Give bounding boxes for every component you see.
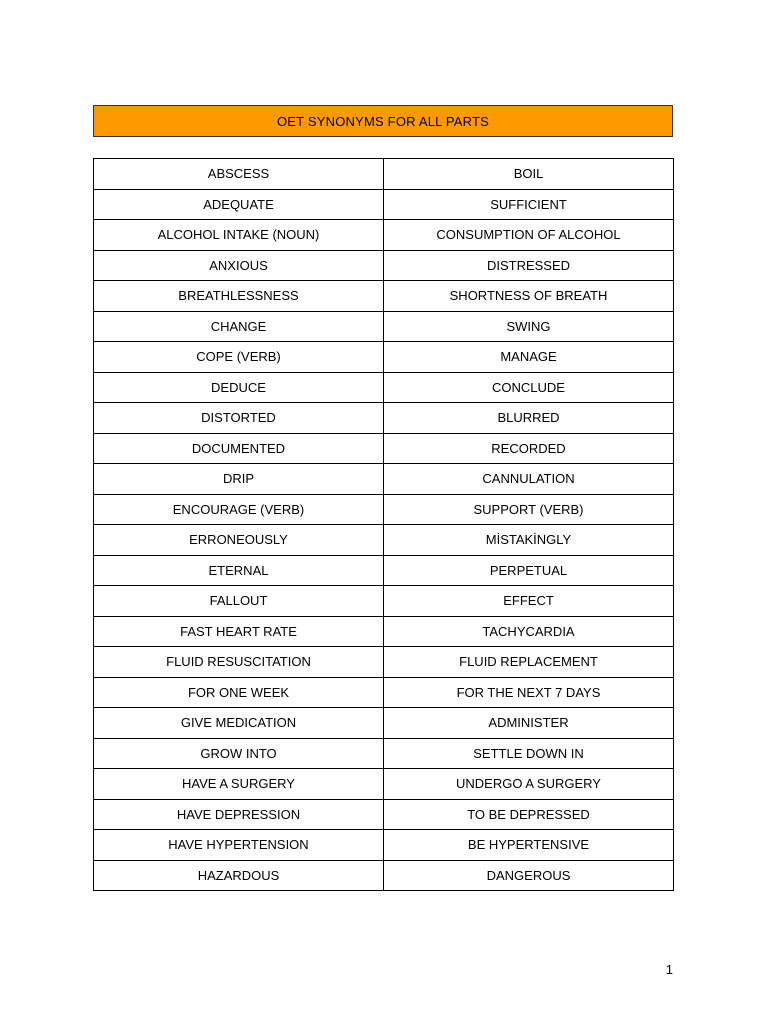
table-row xyxy=(94,738,674,769)
term-cell: GROW INTO xyxy=(94,738,384,769)
term-cell: FAST HEART RATE xyxy=(94,616,384,647)
table-row xyxy=(94,708,674,739)
term-cell: BREATHLESSNESS xyxy=(94,281,384,312)
synonym-cell: DISTRESSED xyxy=(384,250,674,281)
table-row xyxy=(94,464,674,495)
synonym-cell: BLURRED xyxy=(384,403,674,434)
table-row xyxy=(94,677,674,708)
synonym-cell: FLUID REPLACEMENT xyxy=(384,647,674,678)
page-number: 1 xyxy=(665,962,673,977)
table-row xyxy=(94,769,674,800)
synonym-cell: SUPPORT (VERB) xyxy=(384,494,674,525)
table-row xyxy=(94,372,674,403)
table-row xyxy=(94,189,674,220)
synonym-cell: SUFFICIENT xyxy=(384,189,674,220)
synonym-cell: BOIL xyxy=(384,159,674,190)
synonym-cell: TACHYCARDIA xyxy=(384,616,674,647)
table-row xyxy=(94,220,674,251)
synonym-cell: CONCLUDE xyxy=(384,372,674,403)
table-row xyxy=(94,525,674,556)
synonym-cell: DANGEROUS xyxy=(384,860,674,891)
synonym-cell: CONSUMPTION OF ALCOHOL xyxy=(384,220,674,251)
term-cell: FOR ONE WEEK xyxy=(94,677,384,708)
table-row xyxy=(94,311,674,342)
table-row xyxy=(94,647,674,678)
term-cell: DRIP xyxy=(94,464,384,495)
term-cell: COPE (VERB) xyxy=(94,342,384,373)
term-cell: ETERNAL xyxy=(94,555,384,586)
term-cell: ENCOURAGE (VERB) xyxy=(94,494,384,525)
synonyms-table xyxy=(93,158,674,891)
table-row xyxy=(94,616,674,647)
synonym-cell: ADMINISTER xyxy=(384,708,674,739)
term-cell: DEDUCE xyxy=(94,372,384,403)
term-cell: HAZARDOUS xyxy=(94,860,384,891)
synonym-cell: BE HYPERTENSIVE xyxy=(384,830,674,861)
term-cell: ALCOHOL INTAKE (NOUN) xyxy=(94,220,384,251)
table-row xyxy=(94,159,674,190)
table-row xyxy=(94,250,674,281)
term-cell: ABSCESS xyxy=(94,159,384,190)
synonym-cell: TO BE DEPRESSED xyxy=(384,799,674,830)
synonym-cell: SWING xyxy=(384,311,674,342)
table-row xyxy=(94,494,674,525)
synonym-cell: MANAGE xyxy=(384,342,674,373)
synonym-cell: CANNULATION xyxy=(384,464,674,495)
term-cell: HAVE A SURGERY xyxy=(94,769,384,800)
term-cell: CHANGE xyxy=(94,311,384,342)
synonym-cell: FOR THE NEXT 7 DAYS xyxy=(384,677,674,708)
table-row xyxy=(94,403,674,434)
table-row xyxy=(94,433,674,464)
term-cell: DISTORTED xyxy=(94,403,384,434)
term-cell: ERRONEOUSLY xyxy=(94,525,384,556)
table-row xyxy=(94,830,674,861)
term-cell: HAVE HYPERTENSION xyxy=(94,830,384,861)
term-cell: HAVE DEPRESSION xyxy=(94,799,384,830)
table-row xyxy=(94,555,674,586)
term-cell: GIVE MEDICATION xyxy=(94,708,384,739)
term-cell: FLUID RESUSCITATION xyxy=(94,647,384,678)
synonym-cell: MİSTAKİNGLY xyxy=(384,525,674,556)
term-cell: FALLOUT xyxy=(94,586,384,617)
synonyms-table-body xyxy=(94,159,674,891)
synonym-cell: RECORDED xyxy=(384,433,674,464)
term-cell: DOCUMENTED xyxy=(94,433,384,464)
synonym-cell: SETTLE DOWN IN xyxy=(384,738,674,769)
document-title: OET SYNONYMS FOR ALL PARTS xyxy=(276,113,490,129)
document-title-bar xyxy=(93,105,673,137)
term-cell: ADEQUATE xyxy=(94,189,384,220)
synonym-cell: UNDERGO A SURGERY xyxy=(384,769,674,800)
table-row xyxy=(94,281,674,312)
synonym-cell: PERPETUAL xyxy=(384,555,674,586)
table-row xyxy=(94,342,674,373)
term-cell: ANXIOUS xyxy=(94,250,384,281)
table-row xyxy=(94,799,674,830)
synonym-cell: SHORTNESS OF BREATH xyxy=(384,281,674,312)
table-row xyxy=(94,586,674,617)
table-row xyxy=(94,860,674,891)
synonym-cell: EFFECT xyxy=(384,586,674,617)
